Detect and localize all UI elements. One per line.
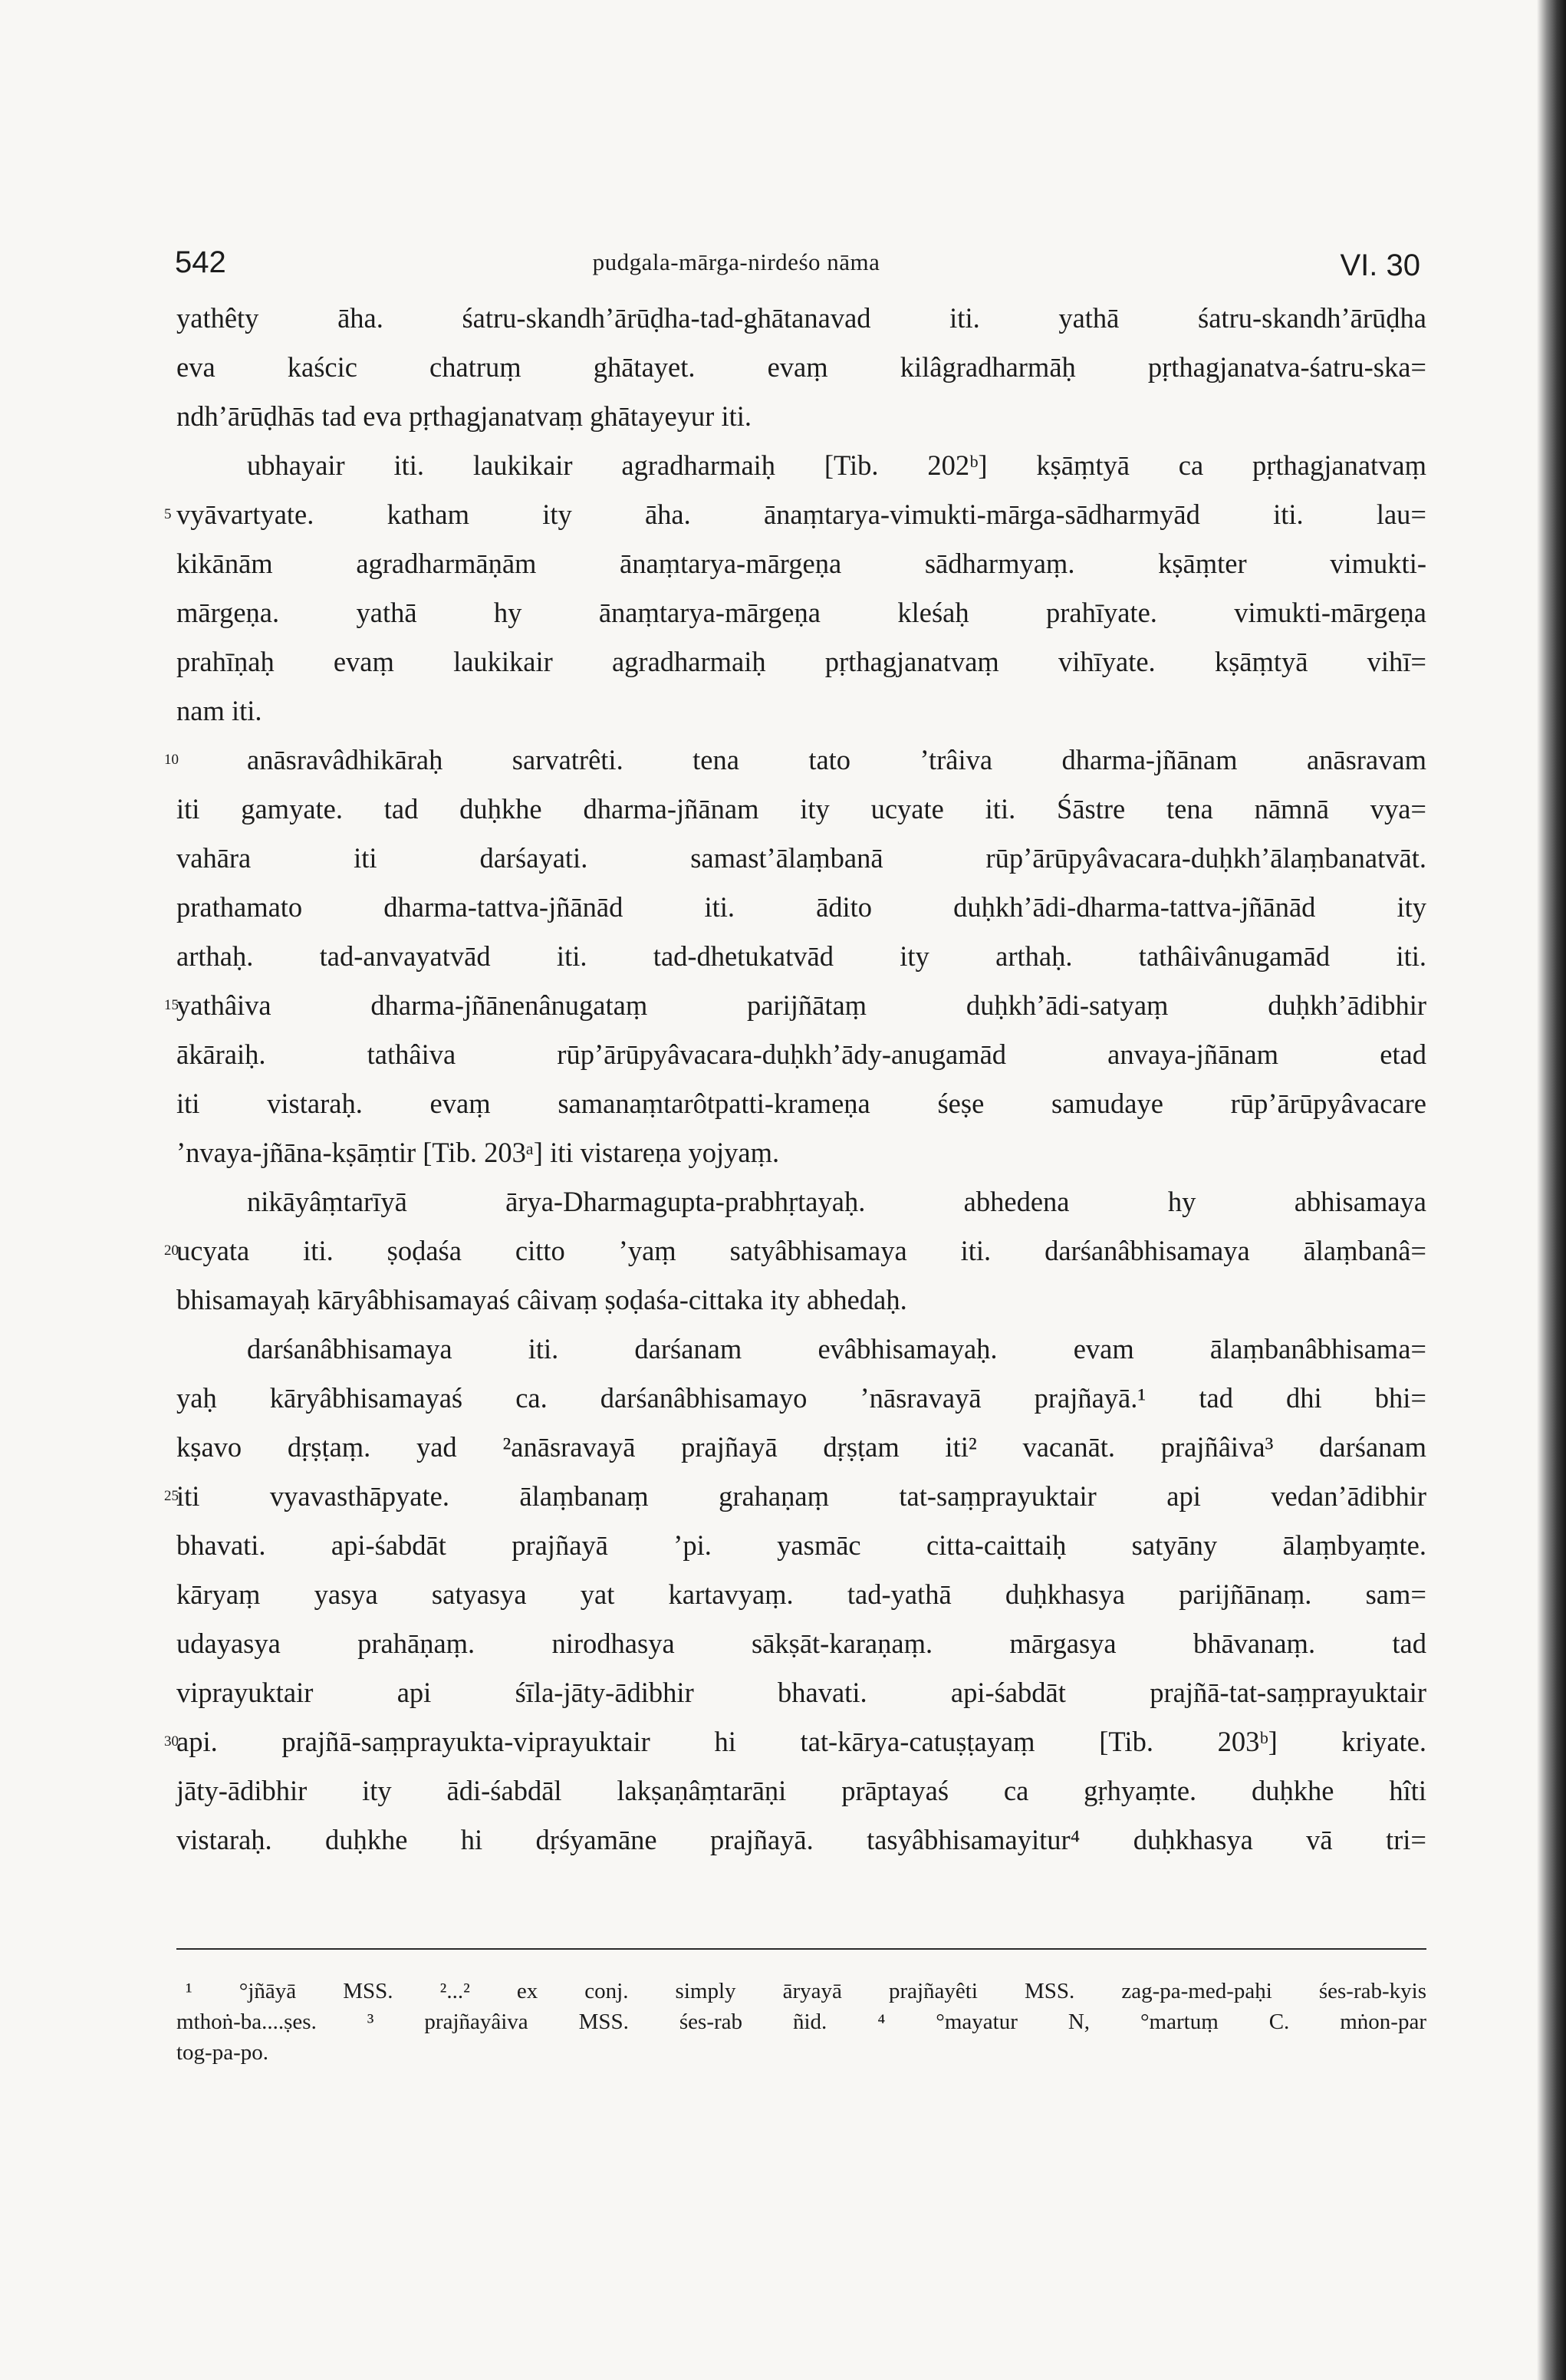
section-number: VI. 30 xyxy=(1340,249,1420,282)
text-line: vahāra iti darśayati. samast’ālaṃbanā rūp’ārūpyâvacara-duḥkh’ālaṃbanatvāt. xyxy=(176,842,1426,874)
text-line: ucyata iti. ṣoḍaśa citto ’yaṃ satyâbhisamaya iti. darśanâbhisamaya ālaṃbanâ= xyxy=(176,1235,1426,1266)
text-line: iti gamyate. tad duḥkhe dharma-jñānam ity ucyate iti. Śāstre tena nāmnā vya= xyxy=(176,793,1426,825)
text-line: udayasya prahāṇaṃ. nirodhasya sākṣāt-karaṇaṃ. mārgasya bhāvanaṃ. tad xyxy=(176,1628,1426,1659)
running-header xyxy=(0,245,1566,291)
text-line: vistaraḥ. duḥkhe hi dṛśyamāne prajñayā. tasyâbhisamayitur⁴ duḥkhasya vā tri= xyxy=(176,1824,1426,1855)
footnote-line: mthoṅ-ba....ṣes. ³ prajñayâiva MSS. śes-rab ñid. ⁴ °mayatur N, °martuṃ C. mṅon-par xyxy=(176,2010,1426,2034)
text-line: bhisamayaḥ kāryâbhisamayaś câivaṃ ṣoḍaśa-cittaka ity abhedaḥ. xyxy=(176,1284,907,1315)
text-line: darśanâbhisamaya iti. darśanam evâbhisamayaḥ. evam ālaṃbanâbhisama= xyxy=(247,1333,1426,1364)
text-line: prahīṇaḥ evaṃ laukikair agradharmaiḥ pṛthagjanatvaṃ vihīyate. kṣāṃtyā vihī= xyxy=(176,646,1426,677)
text-line: yaḥ kāryâbhisamayaś ca. darśanâbhisamayo ’nāsravayā prajñayā.¹ tad dhi bhi= xyxy=(176,1382,1426,1414)
text-line: ākāraiḥ. tathâiva rūp’ārūpyâvacara-duḥkh’ādy-anugamād anvaya-jñānam etad xyxy=(176,1039,1426,1070)
text-line: jāty-ādibhir ity ādi-śabdāl lakṣaṇâṃtarāṇi prāptayaś ca gṛhyaṃte. duḥkhe hîti xyxy=(176,1775,1426,1806)
text-line: kṣavo dṛṣṭaṃ. yad ²anāsravayā prajñayā dṛṣṭam iti² vacanāt. prajñâiva³ darśanam xyxy=(176,1431,1426,1463)
line-number: 5 xyxy=(164,506,172,522)
text-line: vyāvartyate. katham ity āha. ānaṃtarya-vimukti-mārga-sādharmyād iti. lau= xyxy=(176,499,1426,530)
text-line: ndh’ārūḍhās tad eva pṛthagjanatvaṃ ghātayeyur iti. xyxy=(176,400,752,432)
text-line: ubhayair iti. laukikair agradharmaiḥ [Tib. 202ᵇ] kṣāṃtyā ca pṛthagjanatvaṃ xyxy=(247,449,1426,481)
text-line: nikāyâṃtarīyā ārya-Dharmagupta-prabhṛtayaḥ. abhedena hy abhisamaya xyxy=(247,1186,1426,1217)
page-number: 542 xyxy=(175,245,226,279)
text-line: prathamato dharma-tattva-jñānād iti. ādito duḥkh’ādi-dharma-tattva-jñānād ity xyxy=(176,891,1426,923)
footnote-line: ¹ °jñāyā MSS. ²...² ex conj. simply āryayā prajñayêti MSS. zag-pa-med-paḥi śes-rab-kyis xyxy=(186,1979,1426,2003)
text-line: bhavati. api-śabdāt prajñayā ’pi. yasmāc citta-caittaiḥ satyāny ālaṃbyaṃte. xyxy=(176,1529,1426,1561)
text-line: viprayuktair api śīla-jāty-ādibhir bhavati. api-śabdāt prajñā-tat-saṃprayuktair xyxy=(176,1677,1426,1708)
line-number: 15 xyxy=(164,997,179,1013)
footnote-line: tog-pa-po. xyxy=(176,2040,268,2065)
running-title: pudgala-mārga-nirdeśo nāma xyxy=(592,249,880,275)
text-line: iti vistaraḥ. evaṃ samanaṃtarôtpatti-krameṇa śeṣe samudaye rūp’ārūpyâvacare xyxy=(176,1088,1426,1119)
line-number: 25 xyxy=(164,1488,179,1504)
text-line: yathêty āha. śatru-skandh’ārūḍha-tad-ghātanavad iti. yathā śatru-skandh’ārūḍha xyxy=(176,302,1426,334)
text-line: ’nvaya-jñāna-kṣāṃtir [Tib. 203ᵃ] iti vistareṇa yojyaṃ. xyxy=(176,1137,780,1168)
line-number: 30 xyxy=(164,1733,179,1750)
text-line: kikānām agradharmāṇām ānaṃtarya-mārgeṇa sādharmyaṃ. kṣāṃter vimukti- xyxy=(176,548,1426,579)
text-line: mārgeṇa. yathā hy ānaṃtarya-mārgeṇa kleśaḥ prahīyate. vimukti-mārgeṇa xyxy=(176,597,1426,628)
text-line: kāryaṃ yasya satyasya yat kartavyaṃ. tad-yathā duḥkhasya parijñānaṃ. sam= xyxy=(176,1578,1426,1610)
text-line: arthaḥ. tad-anvayatvād iti. tad-dhetukatvād ity arthaḥ. tathâivânugamād iti. xyxy=(176,940,1426,972)
text-line: nam iti. xyxy=(176,695,262,726)
text-line: yathâiva dharma-jñānenânugataṃ parijñātaṃ duḥkh’ādi-satyaṃ duḥkh’ādibhir xyxy=(176,989,1426,1021)
text-line: api. prajñā-saṃprayukta-viprayuktair hi tat-kārya-catuṣṭayaṃ [Tib. 203ᵇ] kriyate. xyxy=(176,1726,1426,1757)
line-number: 20 xyxy=(164,1243,179,1259)
text-line: eva kaścic chatruṃ ghātayet. evaṃ kilâgradharmāḥ pṛthagjanatva-śatru-ska= xyxy=(176,351,1426,383)
scan-binding-edge xyxy=(1537,0,1566,2380)
line-number: 10 xyxy=(164,752,179,768)
text-line: anāsravâdhikāraḥ sarvatrêti. tena tato ’trâiva dharma-jñānam anāsravam xyxy=(247,744,1426,775)
footnote-separator xyxy=(176,1948,1426,1950)
text-line: iti vyavasthāpyate. ālaṃbanaṃ grahaṇaṃ tat-saṃprayuktair api vedan’ādibhir xyxy=(176,1480,1426,1512)
